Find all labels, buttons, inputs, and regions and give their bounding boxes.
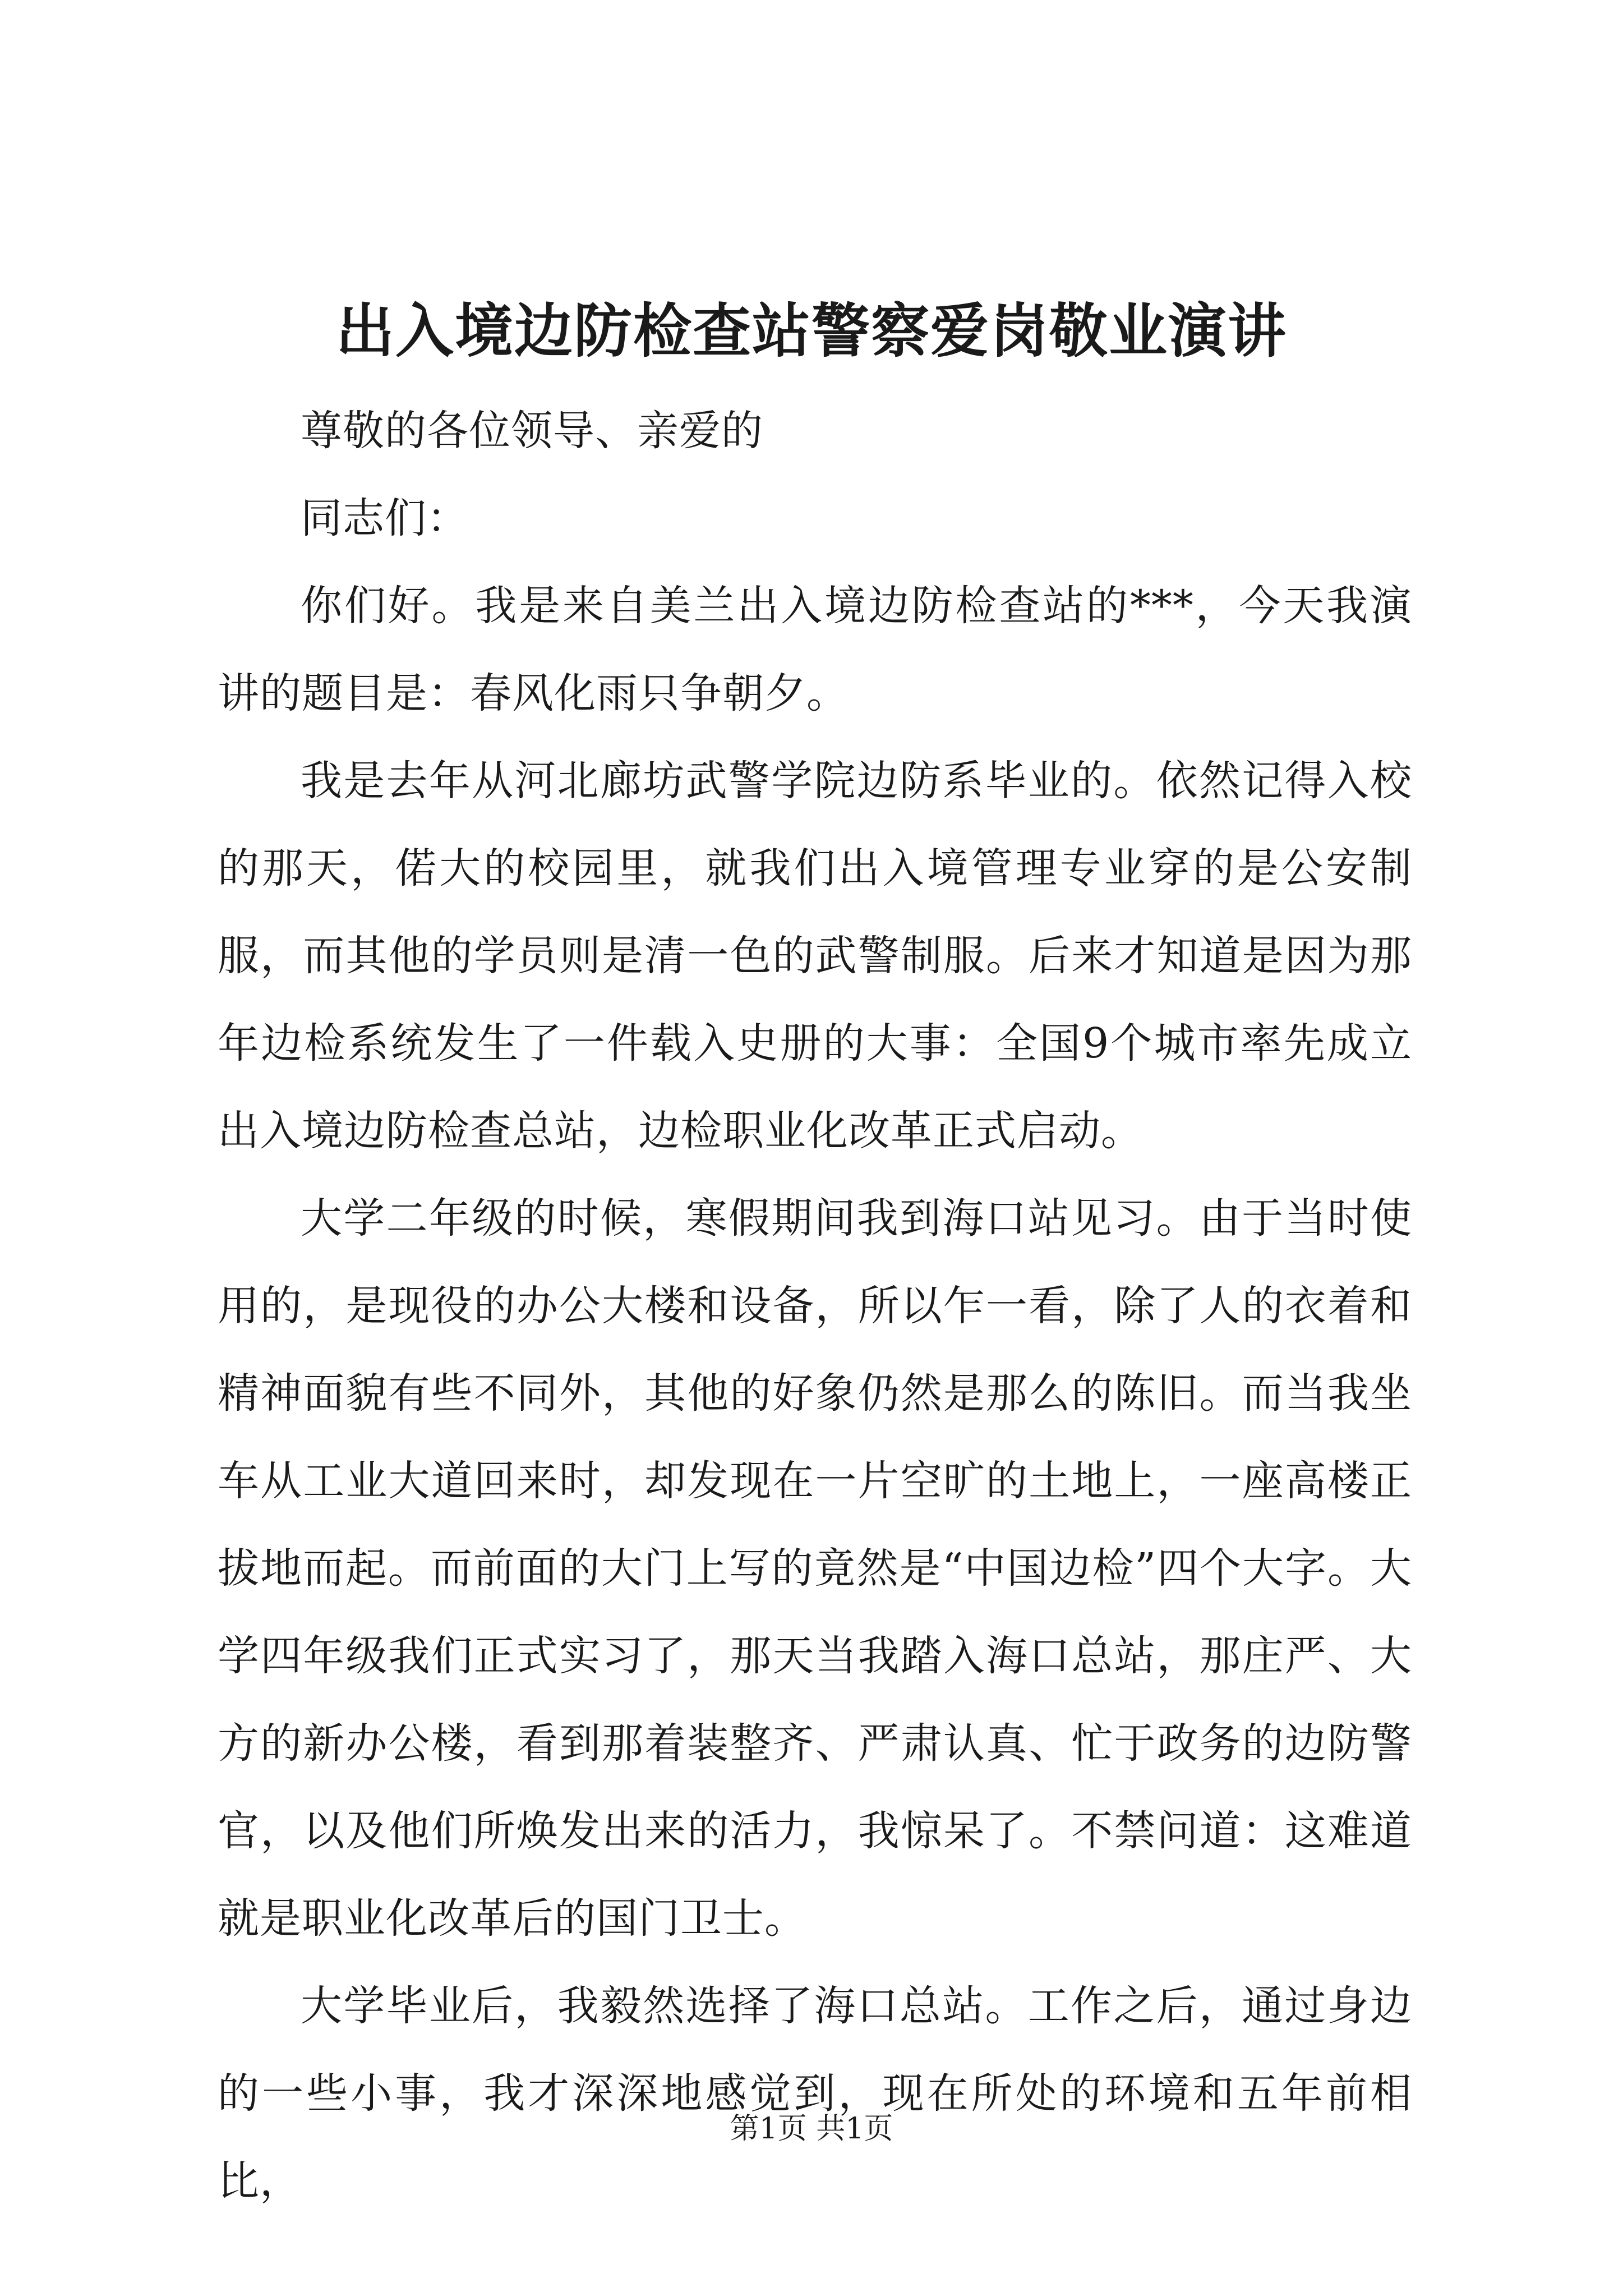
body-paragraph: 你们好。我是来自美兰出入境边防检查站的***，今天我演讲的题目是：春风化雨只争朝夕。 bbox=[218, 582, 1412, 717]
page-footer: 第1页 共1页 bbox=[730, 2112, 893, 2146]
document-title: 出入境边防检查站警察爱岗敬业演讲 bbox=[335, 296, 1287, 365]
body-paragraph: 大学二年级的时候，寒假期间我到海口站见习。由于当时使用的，是现役的办公大楼和设备，所以乍一看，除了人的衣着和精神面貌有些不同外，其他的好象仍然是那么的陈旧。而当我坐车从工业大道回来时，却发现在一片空旷的土地上，一座高楼正拔地而起。而前面的大门上写的竟然是“中国边检”四个大字。大学四年级我们正式实习了，那天当我踏入海口总站，那庄严、大方的新办公楼，看到那着装整齐、严肃认真、忙于政务的边防警官，以及他们所焕发出来的活力，我惊呆了。不禁问道：这难道就是职业化改革后的国门卫士。 bbox=[218, 1194, 1412, 1943]
body-paragraph: 我是去年从河北廊坊武警学院边防系毕业的。依然记得入校的那天，偌大的校园里，就我们出入境管理专业穿的是公安制服，而其他的学员则是清一色的武警制服。后来才知道是因为那年边检系统发生了一件载入史册的大事：全国9个城市率先成立出入境边防检查总站，边检职业化改革正式启动。 bbox=[218, 757, 1412, 1155]
salutation-line: 同志们： bbox=[301, 494, 469, 542]
salutation-line: 尊敬的各位领导、亲爱的 bbox=[301, 407, 763, 455]
document-body bbox=[218, 387, 1412, 2225]
body-paragraph: 大学毕业后，我毅然选择了海口总站。工作之后，通过身边的一些小事，我才深深地感觉到，现在所处的环境和五年前相比， bbox=[218, 1982, 1412, 2205]
